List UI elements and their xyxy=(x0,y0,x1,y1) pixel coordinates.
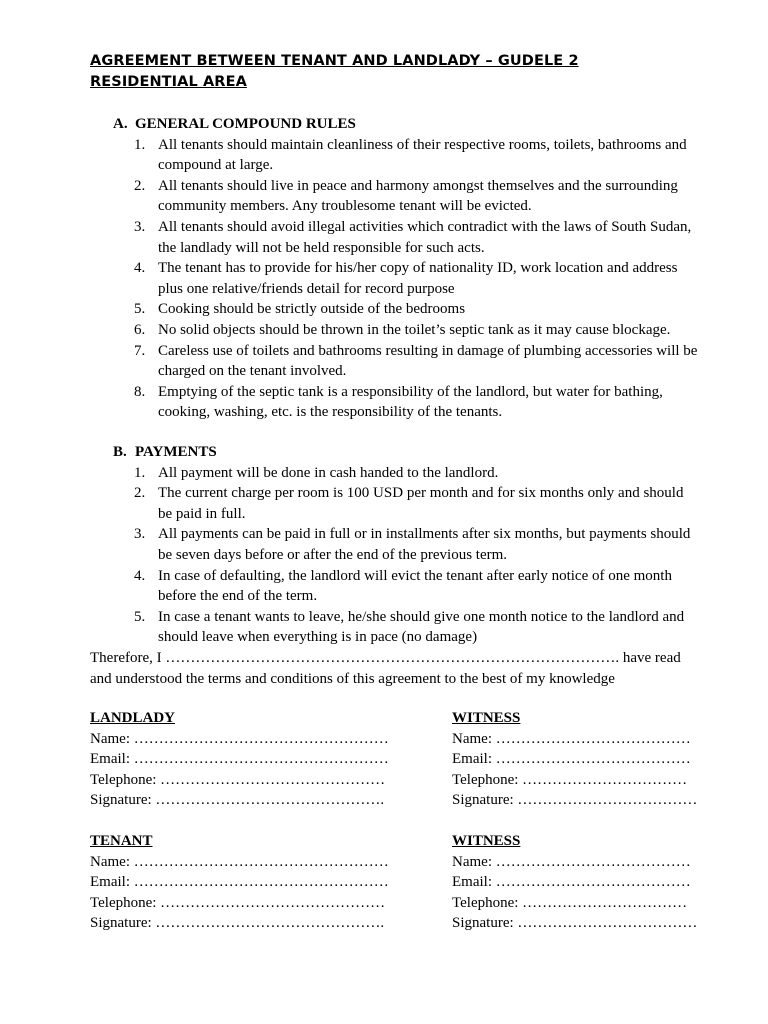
witness-2-heading: WITNESS xyxy=(452,833,521,849)
list-item xyxy=(90,320,710,341)
item-text: community members. Any troublesome tenant will be evicted. xyxy=(158,198,532,215)
declaration-line-1: Therefore, I ………………………………………………………………………………. have read xyxy=(90,649,681,666)
item-text: All tenants should live in peace and harmony amongst themselves and the surrounding xyxy=(158,177,678,194)
list-item xyxy=(90,566,710,607)
witness-1-signature-field: Signature: ……………………………… xyxy=(452,792,698,809)
tenant-telephone-field: Telephone: ……………………………………… xyxy=(90,894,386,911)
item-number: 3. xyxy=(134,218,146,235)
item-text: be paid in full. xyxy=(158,505,246,522)
item-text: cooking, washing, etc. is the responsibility of the tenants. xyxy=(158,404,503,421)
section-b-list xyxy=(90,463,710,648)
section-a-list xyxy=(90,135,710,423)
section-a-letter: A. xyxy=(113,116,128,132)
list-item xyxy=(90,135,710,176)
witness-1-email-field: Email: ………………………………… xyxy=(452,751,691,768)
item-text: Cooking should be strictly outside of the bedrooms xyxy=(158,301,466,318)
document-title xyxy=(90,51,650,93)
tenant-signature-field: Signature: ………………………………………. xyxy=(90,915,385,932)
item-number: 6. xyxy=(134,321,146,338)
witness-1-telephone-field: Telephone: …………………………… xyxy=(452,771,688,788)
tenant-heading: TENANT xyxy=(90,833,153,849)
landlady-telephone-field: Telephone: ……………………………………… xyxy=(90,771,386,788)
item-text: All tenants should maintain cleanliness of their respective rooms, toilets, bathrooms and xyxy=(158,136,687,153)
witness-2-signature-block xyxy=(452,831,697,934)
item-text: All payments can be paid in full or in installments after six months, but payments should xyxy=(158,526,691,543)
witness-2-email-field: Email: ………………………………… xyxy=(452,874,691,891)
item-text: be seven days before or after the end of the previous term. xyxy=(158,546,508,563)
landlady-signature-block xyxy=(90,708,389,811)
item-text: plus one relative/friends detail for record purpose xyxy=(158,280,455,297)
item-number: 2. xyxy=(134,485,146,502)
item-number: 7. xyxy=(134,342,146,359)
item-number: 1. xyxy=(134,464,146,481)
list-item xyxy=(90,341,710,382)
title-line-2: RESIDENTIAL AREA xyxy=(90,74,247,90)
item-text: All tenants should avoid illegal activities which contradict with the laws of South Sudan, xyxy=(158,218,692,235)
item-number: 2. xyxy=(134,177,146,194)
list-item xyxy=(90,382,710,423)
list-item xyxy=(90,483,710,524)
title-line-1: AGREEMENT BETWEEN TENANT AND LANDLADY – GUDELE 2 xyxy=(90,53,579,69)
item-number: 3. xyxy=(134,526,146,543)
item-text: the landlady will not be held responsible for such acts. xyxy=(158,239,485,256)
landlady-heading: LANDLADY xyxy=(90,710,176,726)
list-item xyxy=(90,258,710,299)
list-item xyxy=(90,463,710,484)
witness-2-telephone-field: Telephone: …………………………… xyxy=(452,894,688,911)
section-general-compound-rules xyxy=(90,114,710,423)
item-number: 8. xyxy=(134,383,146,400)
item-text: In case a tenant wants to leave, he/she should give one month notice to the landlord and xyxy=(158,608,685,625)
item-number: 4. xyxy=(134,567,146,584)
tenant-name-field: Name: …………………………………………… xyxy=(90,853,389,870)
section-b-title: PAYMENTS xyxy=(135,444,217,460)
item-text: No solid objects should be thrown in the toilet’s septic tank as it may cause blockage. xyxy=(158,321,671,338)
item-number: 1. xyxy=(134,136,146,153)
witness-1-heading: WITNESS xyxy=(452,710,521,726)
section-a-heading xyxy=(90,114,710,135)
witness-1-name-field: Name: ………………………………… xyxy=(452,730,691,747)
section-a-title: GENERAL COMPOUND RULES xyxy=(135,116,356,132)
item-text: should leave when everything is in pace (no damage) xyxy=(158,629,478,646)
item-text: The current charge per room is 100 USD per month and for six months only and should xyxy=(158,485,684,502)
item-number: 4. xyxy=(134,260,146,277)
tenant-email-field: Email: …………………………………………… xyxy=(90,874,389,891)
list-item xyxy=(90,299,710,320)
item-text: compound at large. xyxy=(158,157,274,174)
declaration-line-2: and understood the terms and conditions of this agreement to the best of my knowledge xyxy=(90,670,615,687)
item-number: 5. xyxy=(134,301,146,318)
landlady-signature-field: Signature: ………………………………………. xyxy=(90,792,385,809)
item-text: Careless use of toilets and bathrooms resulting in damage of plumbing accessories will be xyxy=(158,342,698,359)
item-text: before the end of the term. xyxy=(158,588,318,605)
list-item xyxy=(90,217,710,258)
list-item xyxy=(90,607,710,648)
landlady-name-field: Name: …………………………………………… xyxy=(90,730,389,747)
witness-2-name-field: Name: ………………………………… xyxy=(452,853,691,870)
declaration xyxy=(90,648,710,689)
section-b-heading xyxy=(90,442,710,463)
item-text: charged on the tenant involved. xyxy=(158,363,347,380)
item-text: The tenant has to provide for his/her copy of nationality ID, work location and address xyxy=(158,260,678,277)
item-text: In case of defaulting, the landlord will evict the tenant after early notice of one month xyxy=(158,567,672,584)
tenant-signature-block xyxy=(90,831,389,934)
item-number: 5. xyxy=(134,608,146,625)
list-item xyxy=(90,524,710,565)
witness-2-signature-field: Signature: ……………………………… xyxy=(452,915,698,932)
section-payments xyxy=(90,442,710,689)
list-item xyxy=(90,176,710,217)
item-text: All payment will be done in cash handed to the landlord. xyxy=(158,464,499,481)
item-text: Emptying of the septic tank is a responsibility of the landlord, but water for bathing, xyxy=(158,383,663,400)
landlady-email-field: Email: …………………………………………… xyxy=(90,751,389,768)
section-b-letter: B. xyxy=(113,444,127,460)
witness-1-signature-block xyxy=(452,708,697,811)
